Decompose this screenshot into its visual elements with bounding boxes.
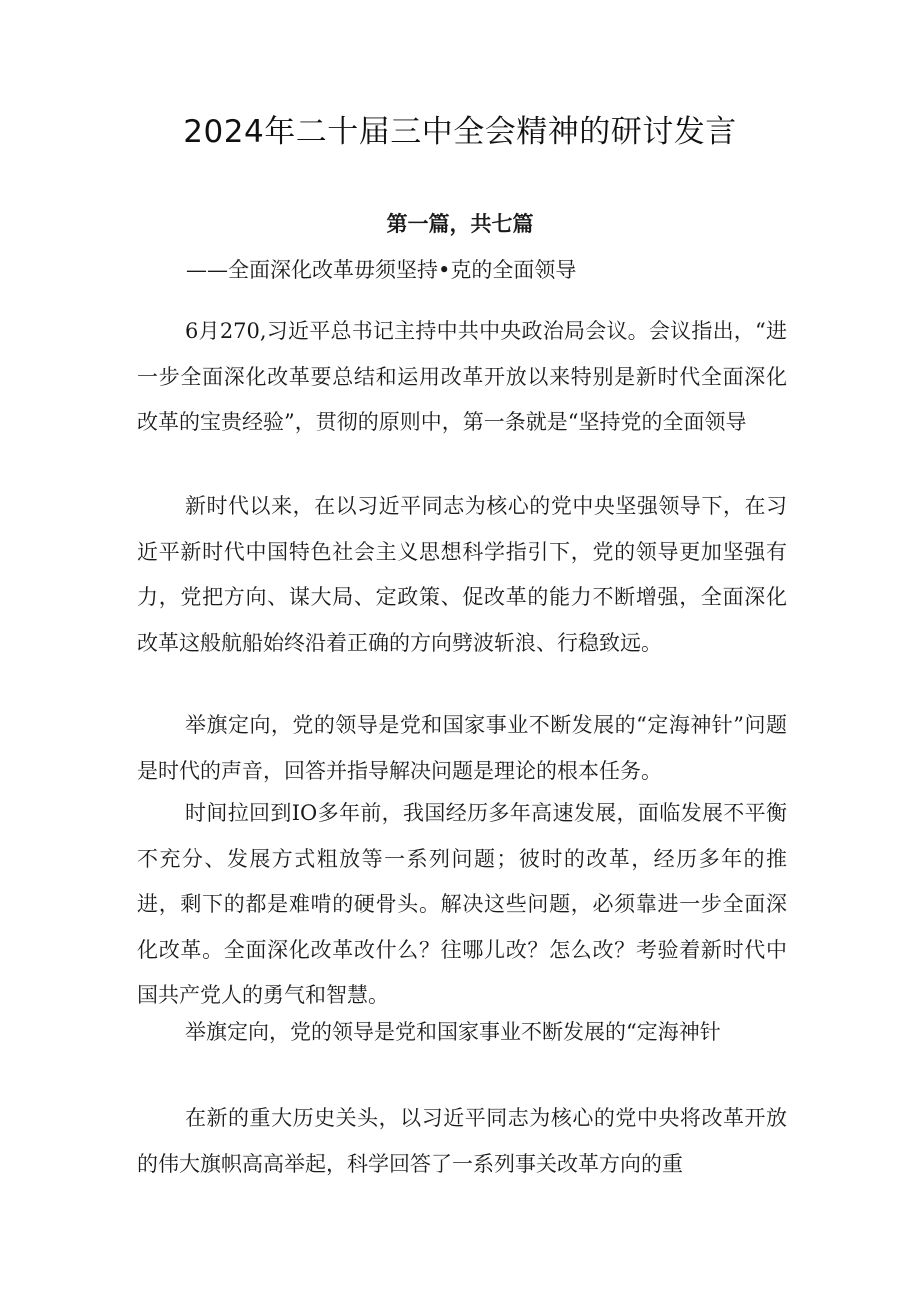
body-paragraph: 新时代以来，在以习近平同志为核心的党中央坚强领导下，在习近平新时代中国特色社会主义思想科学指引下，党的领导更加坚强有力，党把方向、谋大局、定政策、促改革的能力不断增强，全面深化改革这般航船始终沿着正确的方向劈波斩浪、行稳致远。: [137, 494, 787, 655]
body-paragraph: 举旗定向，党的领导是党和国家事业不断发展的“定海神针: [185, 1020, 721, 1044]
body-paragraph: 举旗定向，党的领导是党和国家事业不断发展的“定海神针”问题是时代的声音，回答并指导解决问题是理论的根本任务。: [137, 713, 787, 783]
body-paragraph: 6月270,习近平总书记主持中共中央政治局会议。会议指出，“进一步全面深化改革要总结和运用改革开放以来特别是新时代全面深化改革的宝贵经验”，贯彻的原则中，第一条就是“坚持党的全面领导: [137, 319, 787, 434]
section-subtitle: ——全面深化改革毋须坚持•克的全面领导: [186, 258, 577, 282]
document-title: 2024年二十届三中全会精神的研讨发言: [183, 114, 737, 150]
section-heading: 第一篇，共七篇: [386, 212, 534, 236]
body-paragraph: 时间拉回到IO多年前，我国经历多年高速发展，面临发展不平衡不充分、发展方式粗放等一系列问题；彼时的改革，经历多年的推进，剩下的都是难啃的硬骨头。解决这些问题，必须靠进一步全面深化改革。全面深化改革改什么？往哪儿改？怎么改？考验着新时代中国共产党人的勇气和智慧。: [137, 801, 787, 1007]
body-paragraph: 在新的重大历史关头，以习近平同志为核心的党中央将改革开放的伟大旗帜高高举起，科学回答了一系列事关改革方向的重: [137, 1106, 787, 1176]
